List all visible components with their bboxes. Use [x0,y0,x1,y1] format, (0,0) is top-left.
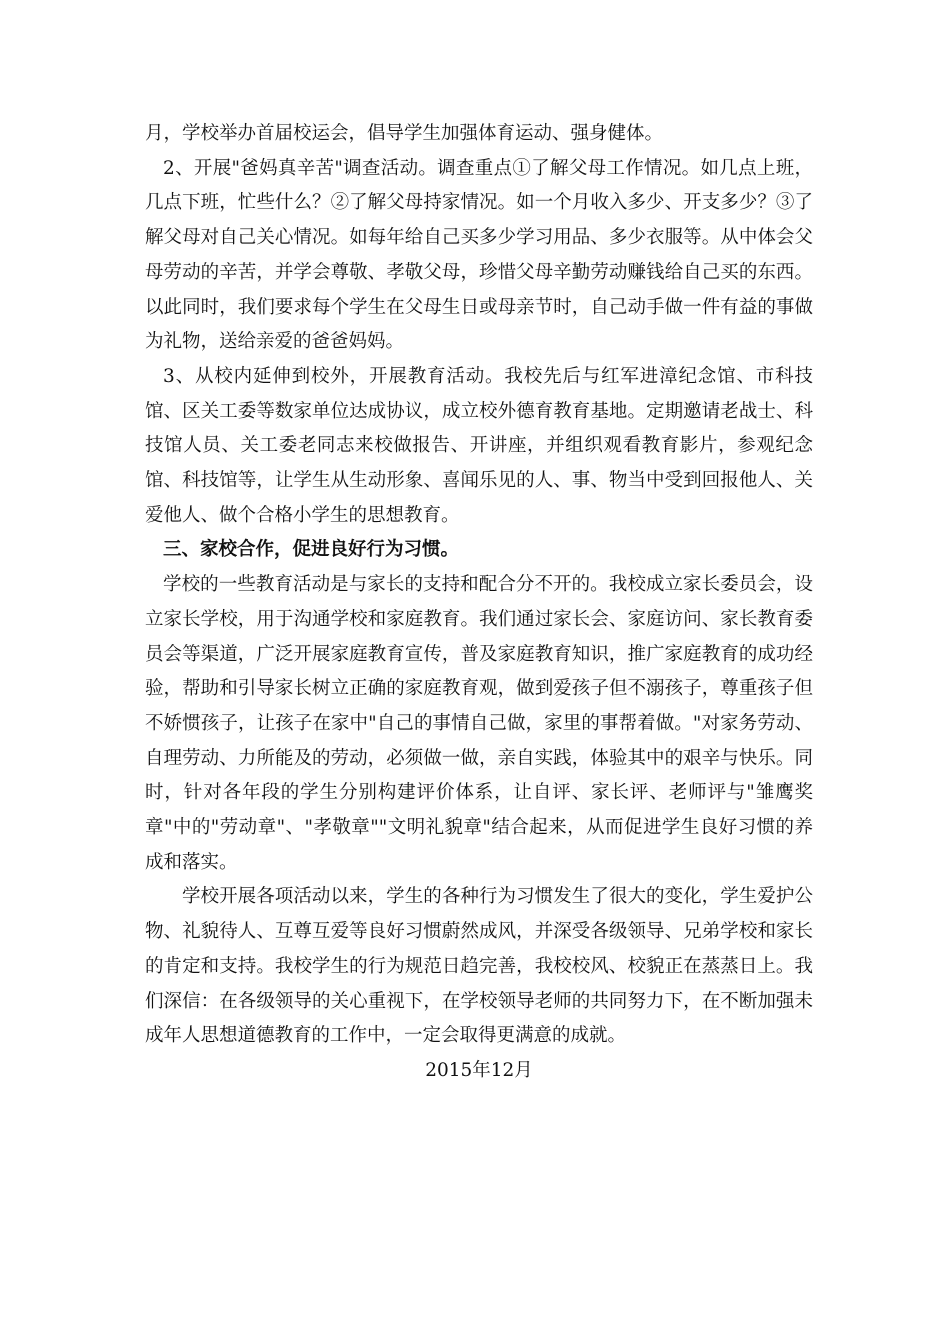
paragraph-survey-activity: 2、开展"爸妈真辛苦"调查活动。调查重点①了解父母工作情况。如几点上班，几点下班，忙些什么？②了解父母持家情况。如一个月收入多少、开支多少？③了解父母对自己关心情况。如每年给自己买多少学习用品、多少衣服等。从中体会父母劳动的辛苦，并学会尊敬、孝敬父母，珍惜父母辛勤劳动赚钱给自己买的东西。以此同时，我们要求每个学生在父母生日或母亲节时，自己动手做一件有益的事做为礼物，送给亲爱的爸爸妈妈。 [145,157,813,353]
section-heading: 三、家校合作，促进良好行为习惯。 [163,539,460,561]
document-date: 2015年12月 [425,1059,533,1081]
paragraph-outside-activities: 3、从校内延伸到校外，开展教育活动。我校先后与红军进漳纪念馆、市科技馆、区关工委等数家单位达成协议，成立校外德育教育基地。定期邀请老战士、科技馆人员、关工委老同志来校做报告、开讲座，并组织观看教育影片，参观纪念馆、科技馆等，让学生从生动形象、喜闻乐见的人、事、物当中受到回报他人、关爱他人、做个合格小学生的思想教育。 [145,365,813,526]
document-body [145,117,813,1089]
paragraph-conclusion: 学校开展各项活动以来，学生的各种行为习惯发生了很大的变化，学生爱护公物、礼貌待人、互尊互爱等良好习惯蔚然成风，并深受各级领导、兄弟学校和家长的肯定和支持。我校学生的行为规范日趋完善，我校校风、校貌正在蒸蒸日上。我们深信：在各级领导的关心重视下，在学校领导老师的共同努力下，在不断加强未成年人思想道德教育的工作中，一定会取得更满意的成就。 [145,886,813,1047]
paragraph-home-school: 学校的一些教育活动是与家长的支持和配合分不开的。我校成立家长委员会，设立家长学校，用于沟通学校和家庭教育。我们通过家长会、家庭访问、家长教育委员会等渠道，广泛开展家庭教育宣传，普及家庭教育知识，推广家庭教育的成功经验，帮助和引导家长树立正确的家庭教育观，做到爱孩子但不溺孩子，尊重孩子但不娇惯孩子，让孩子在家中"自己的事情自己做，家里的事帮着做。"对家务劳动、自理劳动、力所能及的劳动，必须做一做，亲自实践，体验其中的艰辛与快乐。同时，针对各年段的学生分别构建评价体系，让自评、家长评、老师评与"雏鹰奖章"中的"劳动章"、"孝敬章""文明礼貌章"结合起来，从而促进学生良好习惯的养成和落实。 [145,574,813,873]
paragraph-continuation: 月，学校举办首届校运会，倡导学生加强体育运动、强身健体。 [145,123,664,144]
